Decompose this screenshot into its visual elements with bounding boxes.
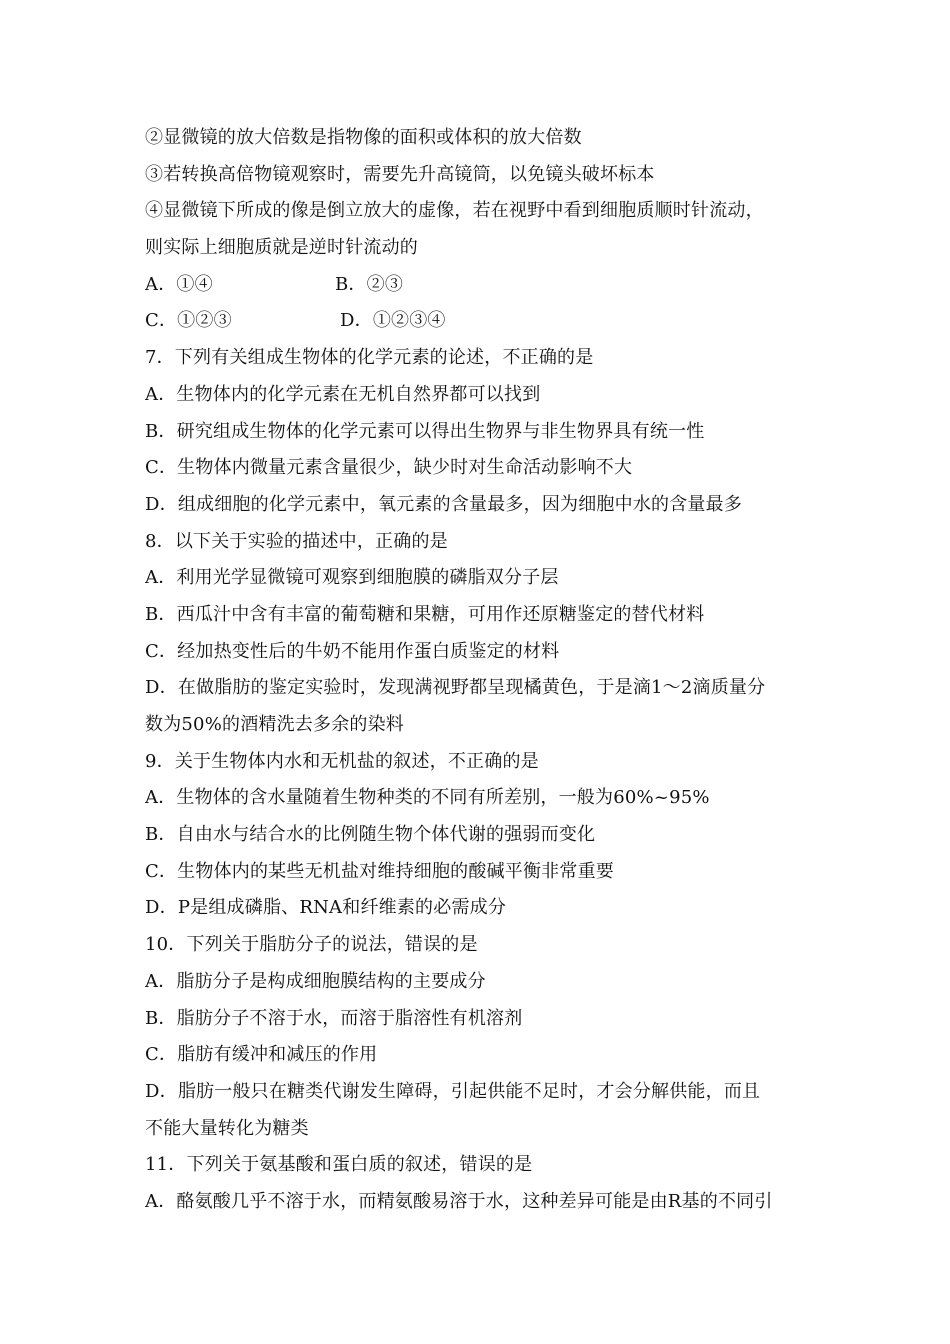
q8-option-d: D．在做脂肪的鉴定实验时，发现满视野都呈现橘黄色，于是滴1～2滴质量分: [145, 677, 766, 699]
q10-option-a: A．脂肪分子是构成细胞膜结构的主要成分: [145, 970, 486, 992]
q7-option-b: B．研究组成生物体的化学元素可以得出生物界与非生物界具有统一性: [145, 420, 705, 442]
q7-option-a: A．生物体内的化学元素在无机自然界都可以找到: [145, 383, 541, 405]
q10-option-b: B．脂肪分子不溶于水，而溶于脂溶性有机溶剂: [145, 1007, 523, 1029]
q9-option-d: D．P是组成磷脂、RNA和纤维素的必需成分: [145, 897, 507, 919]
document-page: [145, 120, 825, 1221]
q6-statement-4: ④显微镜下所成的像是倒立放大的虚像，若在视野中看到细胞质顺时针流动，: [145, 200, 764, 222]
q6-option-d: D．①②③④: [340, 310, 446, 332]
q8-stem: 8．以下关于实验的描述中，正确的是: [145, 530, 448, 552]
q6-options-row-1: [145, 267, 825, 304]
q11-option-a: A．酪氨酸几乎不溶于水，而精氨酸易溶于水，这种差异可能是由R基的不同引: [145, 1190, 773, 1212]
q10-option-d: D．脂肪一般只在糖类代谢发生障碍，引起供能不足时，才会分解供能，而且: [145, 1080, 761, 1102]
q6-statement-2: ②显微镜的放大倍数是指物像的面积或体积的放大倍数: [145, 127, 582, 148]
q6-statement-3: ③若转换高倍物镜观察时，需要先升高镜筒，以免镜头破坏标本: [145, 163, 655, 185]
q10-stem: 10．下列关于脂肪分子的说法，错误的是: [145, 934, 478, 956]
q7-option-d: D．组成细胞的化学元素中，氧元素的含量最多，因为细胞中水的含量最多: [145, 493, 743, 515]
q6-options-row-2: [145, 303, 825, 340]
q9-option-a: A．生物体的含水量随着生物种类的不同有所差别，一般为60%~95%: [145, 787, 710, 809]
q9-option-b: B．自由水与结合水的比例随生物个体代谢的强弱而变化: [145, 824, 596, 846]
q6-option-a: A．①④: [145, 273, 213, 295]
q8-option-c: C．经加热变性后的牛奶不能用作蛋白质鉴定的材料: [145, 640, 560, 662]
q6-option-c: C．①②③: [145, 310, 232, 332]
q6-option-b: B．②③: [335, 273, 404, 295]
q10-option-c: C．脂肪有缓冲和减压的作用: [145, 1044, 378, 1066]
q10-option-d-cont: 不能大量转化为糖类: [145, 1117, 309, 1139]
q7-option-c: C．生物体内微量元素含量很少，缺少时对生命活动影响不大: [145, 457, 633, 479]
q6-statement-4-cont: 则实际上细胞质就是逆时针流动的: [145, 237, 418, 259]
q7-stem: 7．下列有关组成生物体的化学元素的论述，不正确的是: [145, 347, 594, 369]
q9-option-c: C．生物体内的某些无机盐对维持细胞的酸碱平衡非常重要: [145, 860, 614, 882]
q11-stem: 11．下列关于氨基酸和蛋白质的叙述，错误的是: [145, 1154, 533, 1176]
q8-option-a: A．利用光学显微镜可观察到细胞膜的磷脂双分子层: [145, 567, 559, 589]
q8-option-b: B．西瓜汁中含有丰富的葡萄糖和果糖，可用作还原糖鉴定的替代材料: [145, 603, 705, 625]
q9-stem: 9．关于生物体内水和无机盐的叙述，不正确的是: [145, 750, 539, 772]
q8-option-d-cont: 数为50%的酒精洗去多余的染料: [145, 714, 405, 735]
